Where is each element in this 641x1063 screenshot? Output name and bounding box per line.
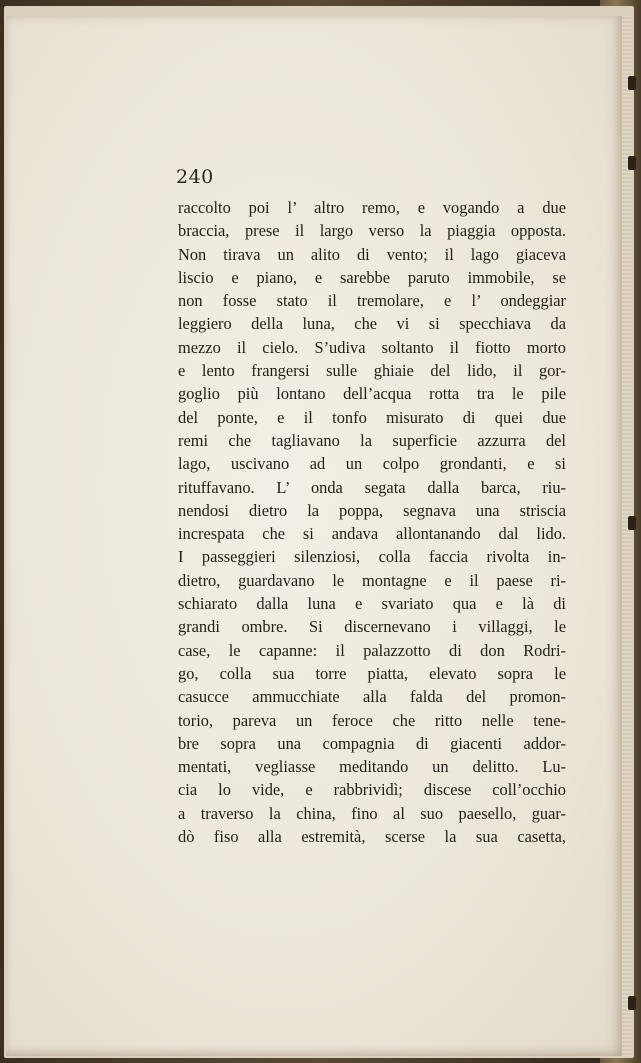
binding-tab xyxy=(628,516,636,530)
text-line: rituffavano. L’ onda segata dalla barca, riu- xyxy=(178,477,566,497)
text-line: lago, uscivano ad un colpo grondanti, e si xyxy=(178,454,566,474)
text-line: casucce ammucchiate alla falda del promon- xyxy=(178,687,566,707)
text-line: increspata che si andava allontanando dal lido. xyxy=(178,524,566,544)
text-line: mentati, vegliasse meditando un delitto. Lu- xyxy=(178,757,566,777)
text-line: a traverso la china, fino al suo paesello, guar- xyxy=(178,803,566,823)
text-line: leggiero della luna, che vi si specchiava da xyxy=(178,314,566,334)
text-line: goglio più lontano dell’acqua rotta tra le pile xyxy=(178,384,566,404)
text-line: nendosi dietro la poppa, segnava una striscia xyxy=(178,500,566,520)
text-line: braccia, prese il largo verso la piaggia opposta. xyxy=(178,221,566,241)
text-line: dò fiso alla estremità, scerse la sua casetta, xyxy=(178,827,566,847)
binding-tab xyxy=(628,156,636,170)
body-text xyxy=(178,196,566,848)
text-line: case, le capanne: il palazzotto di don Rodri- xyxy=(178,640,566,660)
text-line: torio, pareva un feroce che ritto nelle tene- xyxy=(178,710,566,730)
text-line: mezzo il cielo. S’udiva soltanto il fiotto morto xyxy=(178,337,566,357)
book-page xyxy=(6,16,622,1056)
binding-tab xyxy=(628,76,636,90)
page-stack xyxy=(4,6,634,1058)
text-line: bre sopra una compagnia di giacenti addor- xyxy=(178,733,566,753)
binding-tab xyxy=(628,996,636,1010)
text-line: I passeggieri silenziosi, colla faccia rivolta in- xyxy=(178,547,566,567)
text-line: schiarato dalla luna e svariato qua e là di xyxy=(178,594,566,614)
text-line: non fosse stato il tremolare, e l’ ondeggiar xyxy=(178,291,566,311)
text-line: grandi ombre. Si discernevano i villaggi, le xyxy=(178,617,566,637)
text-line: raccolto poi l’ altro remo, e vogando a due xyxy=(178,198,566,217)
text-line: remi che tagliavano la superficie azzurra del xyxy=(178,430,566,450)
text-line: dietro, guardavano le montagne e il paese ri- xyxy=(178,570,566,590)
text-line: Non tirava un alito di vento; il lago giaceva xyxy=(178,244,566,264)
text-line: e lento frangersi sulle ghiaie del lido, il gor- xyxy=(178,361,566,381)
page-edge xyxy=(622,16,632,1056)
page-number: 240 xyxy=(176,166,214,188)
text-line: go, colla sua torre piatta, elevato sopra le xyxy=(178,663,566,683)
text-line: liscio e piano, e sarebbe paruto immobile, se xyxy=(178,267,566,287)
text-line: del ponte, e il tonfo misurato di quei due xyxy=(178,407,566,427)
text-line: cia lo vide, e rabbrividì; discese coll’occhio xyxy=(178,780,566,800)
